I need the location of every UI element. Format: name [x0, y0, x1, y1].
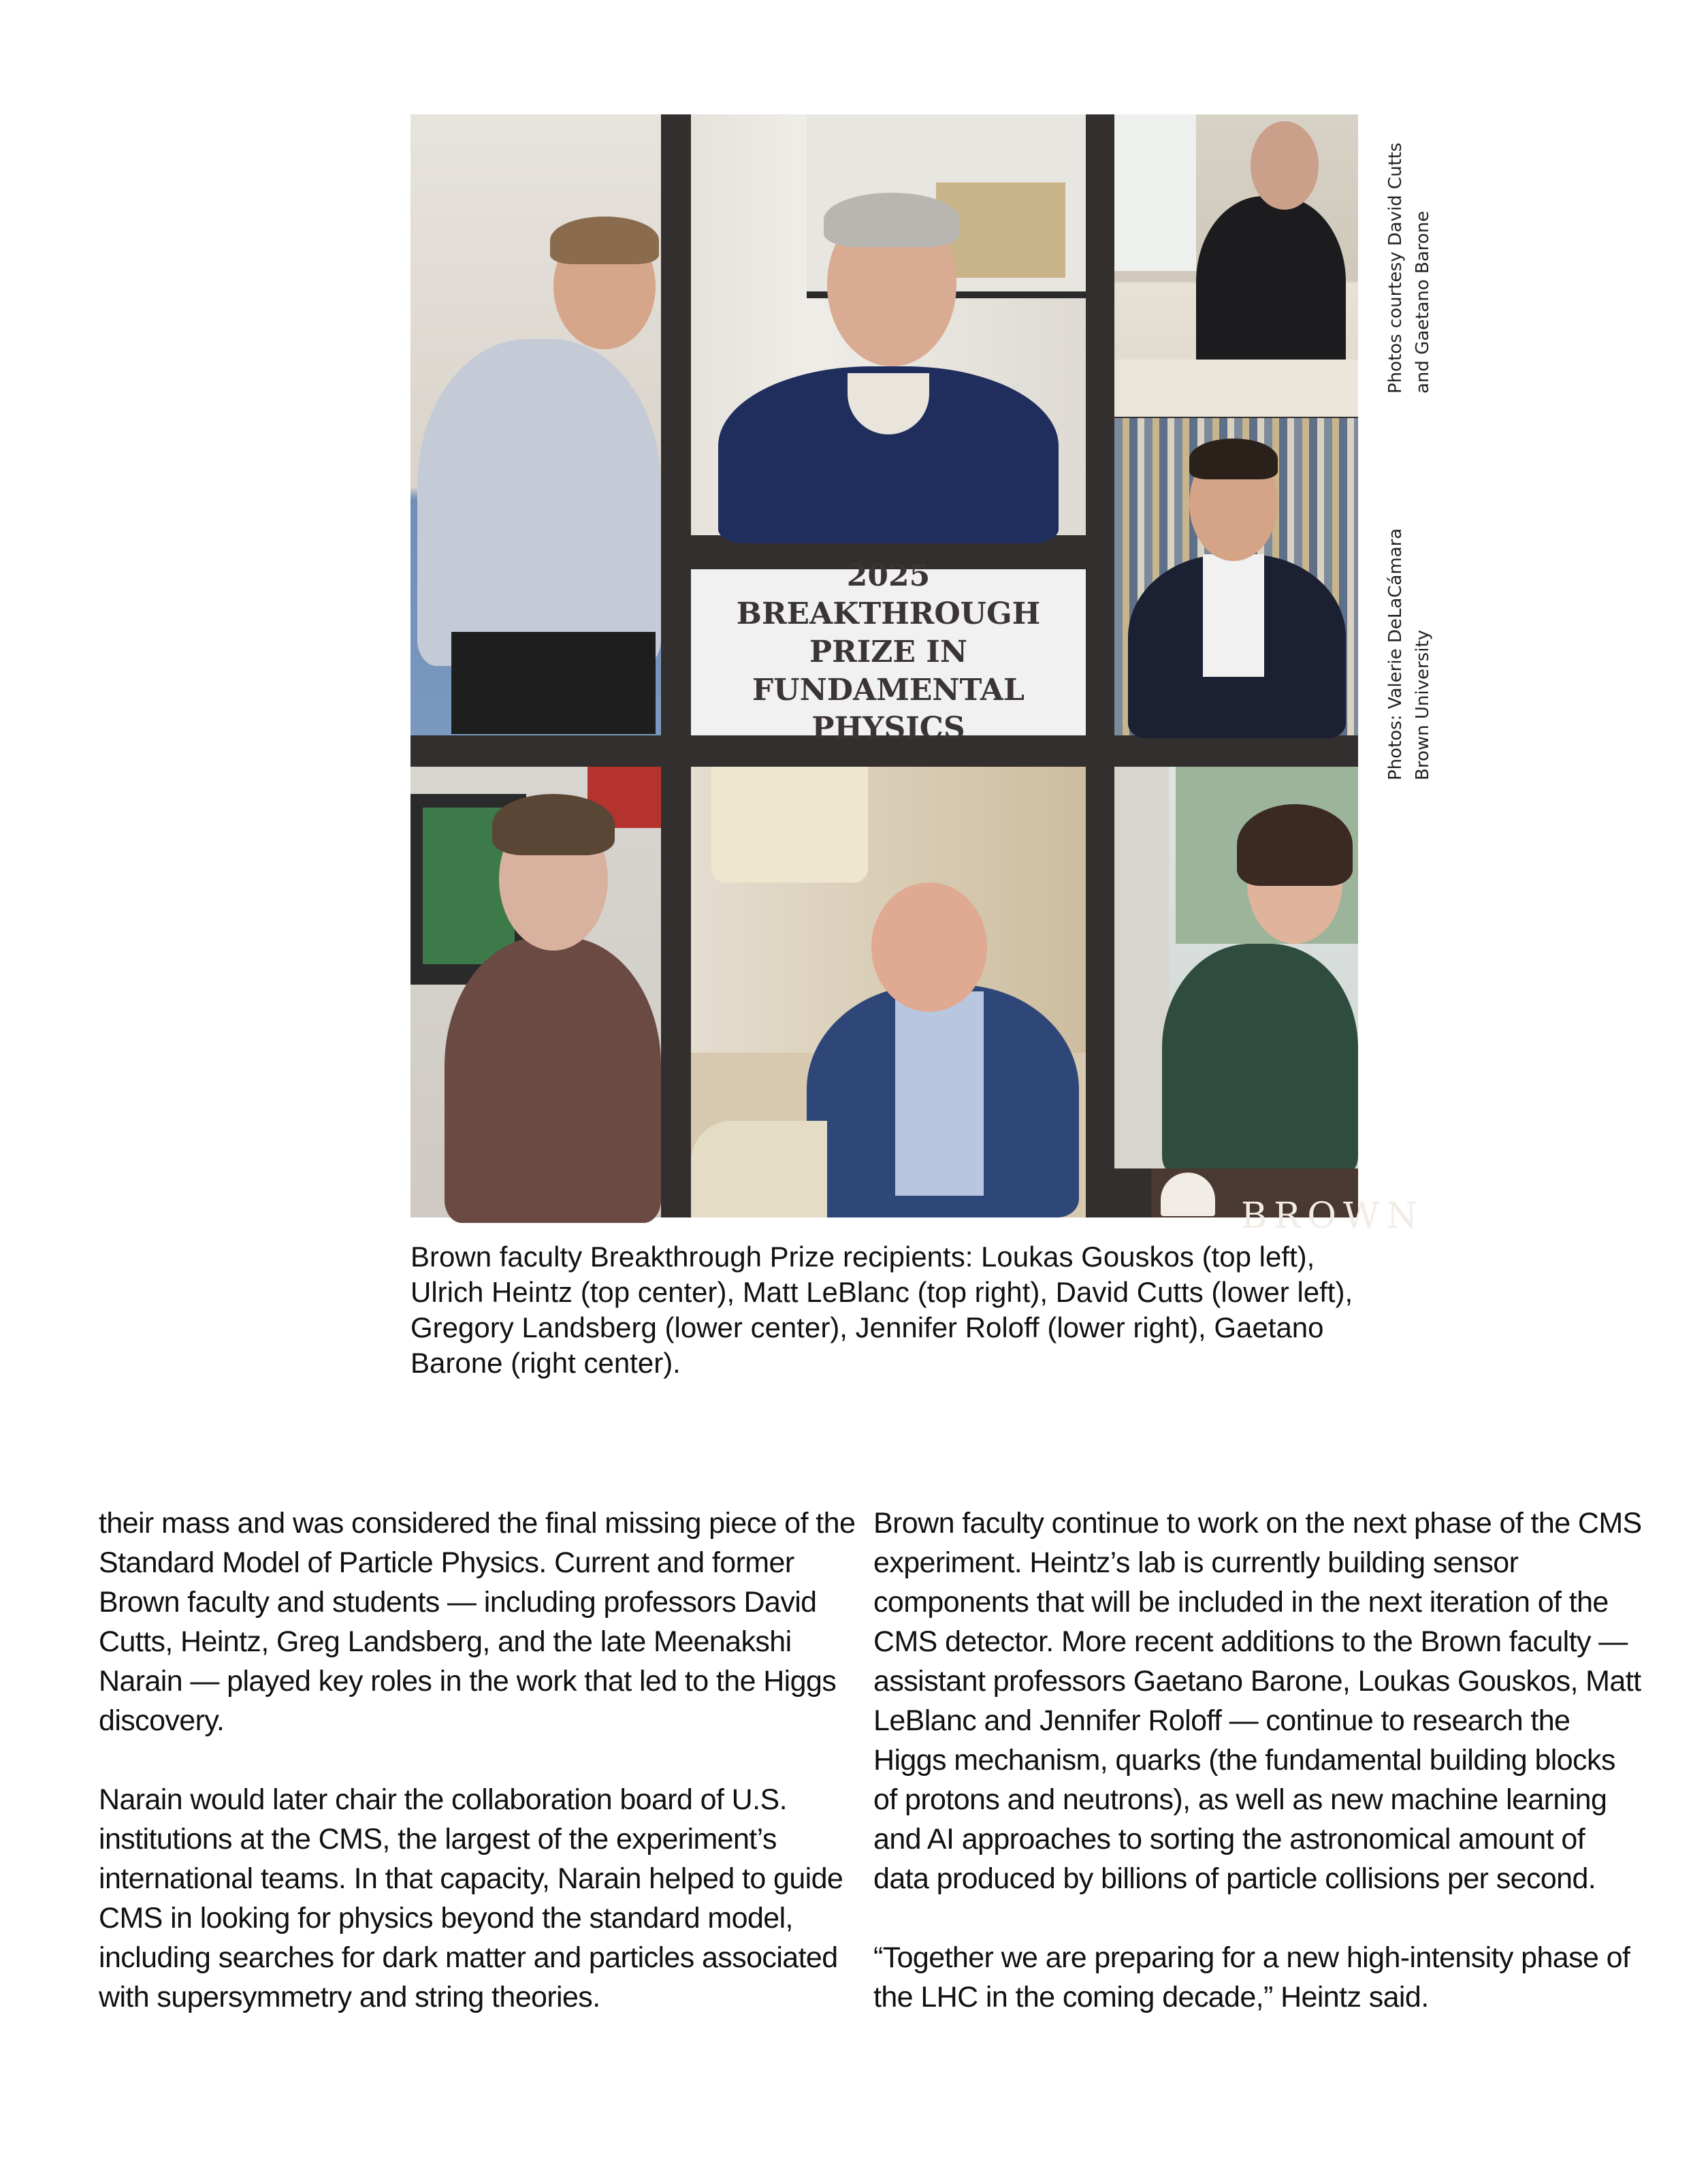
paragraph: Narain would later chair the collaboration board of U.S. institutions at the CMS, the largest of the experiment’s international teams. In that capacity, Narain helped to guide CMS in looking for physics beyond the standard model, including searches for dark matter and particles associated with supersymmetry and string theories. [99, 1783, 843, 2013]
logo-wordmark: BROWN [1241, 1196, 1424, 1237]
article-right-column [873, 1503, 1643, 2056]
prize-title-card [691, 558, 1086, 746]
prize-title-line-4: PHYSICS [811, 711, 965, 746]
photo-matt-leblanc [1114, 114, 1358, 417]
photo-ulrich-heintz [691, 114, 1086, 535]
prize-title-line-3: FUNDAMENTAL [752, 673, 1025, 707]
photo-gregory-landsberg [691, 767, 1086, 1217]
photo-credit-top-line-2: and Gaetano Barone [1413, 210, 1433, 394]
paragraph: Brown faculty continue to work on the next phase of the CMS experiment. Heintz’s lab is currently building sensor components that will be included in the next iteration of the CMS detector. More recent additions to the Brown faculty — assistant professors Gaetano Barone, Loukas Gouskos, Matt LeBlanc and Jennifer Roloff — continue to research the Higgs mechanism, quarks (the fundamental building blocks of protons and neutrons), as well as new machine learning and AI approaches to sorting the astronomical amount of data produced by billions of particle collisions per second. [873, 1507, 1642, 1895]
photo-credit-bottom-line-2: Brown University [1413, 629, 1433, 780]
brown-crest-icon [1161, 1173, 1215, 1216]
photo-credit-bottom-line-1: Photos: Valerie DeLaCámara [1385, 528, 1406, 780]
article-left-column [99, 1503, 868, 2056]
brown-university-logo [1151, 1168, 1424, 1237]
photo-jennifer-roloff [1114, 767, 1358, 1168]
photo-credit-bottom [1382, 528, 1436, 780]
photo-david-cutts [410, 767, 661, 1217]
prize-title-line-1: 2025 BREAKTHROUGH [736, 558, 1041, 631]
photo-credit-top [1382, 142, 1436, 394]
quote-paragraph: “Together we are preparing for a new high-intensity phase of the LHC in the coming decade,” Heintz said. [873, 1941, 1630, 2013]
photo-loukas-gouskos [410, 114, 661, 735]
figure-caption: Brown faculty Breakthrough Prize recipients: Loukas Gouskos (top left), Ulrich Heintz (top center), Matt LeBlanc (top right), David Cutts (lower left), Gregory Landsberg (lower center), Jennifer Roloff (lower right), Gaetano Barone (right center). [410, 1241, 1353, 1379]
photo-gaetano-barone [1114, 418, 1358, 735]
photo-credit-top-line-1: Photos courtesy David Cutts [1385, 142, 1406, 394]
paragraph: their mass and was considered the final missing piece of the Standard Model of Particle Physics. Current and former Brown faculty and students — including professors David Cutts, Heintz, Greg Landsberg, and the late Meenakshi Narain — played key roles in the work that led to the Higgs discovery. [99, 1507, 856, 1737]
prize-title-line-2: PRIZE IN [809, 635, 967, 669]
